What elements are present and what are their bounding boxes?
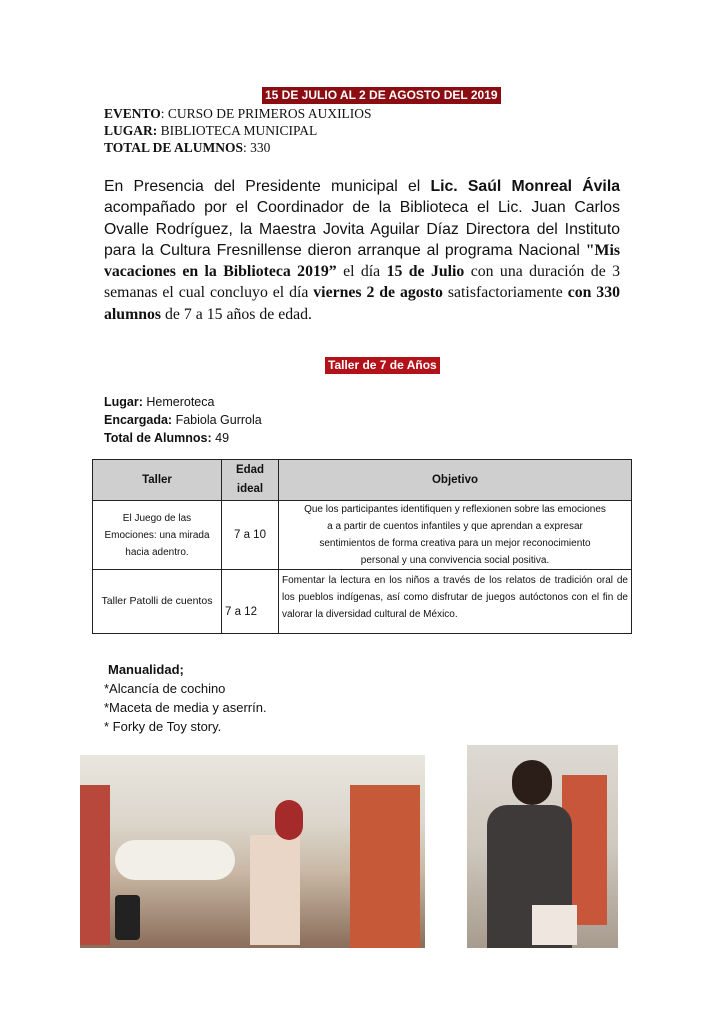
evento-line — [104, 105, 372, 122]
text: acompañado por el Coordinador de la Biblioteca el Lic. Juan Carlos Ovalle Rodríguez, la Maestra Jovita Aguilar Díaz Directora del Instituto para la Cultura Fresnillense dieron arranque al programa Nacional — [104, 199, 620, 259]
list-item: *Maceta de media y aserrín. — [104, 700, 267, 715]
manualidad-title: Manualidad; — [108, 662, 184, 677]
lugar-value: BIBLIOTECA MUNICIPAL — [157, 123, 318, 138]
text: con una duración de 3 semanas el cual concluyo el día — [104, 263, 620, 302]
cell-objetivo: Que los participantes identifiquen y reflexionen sobre las emociones a a partir de cuentos infantiles y que aprendan a expresar sentimientos de forma creativa para un mejor reconocimiento personal y una convivencia social positiva. — [279, 501, 632, 570]
header-taller: Taller — [93, 460, 222, 501]
list-item: * Forky de Toy story. — [104, 719, 222, 734]
total-label: TOTAL DE ALUMNOS — [104, 140, 244, 155]
evento-value: : CURSO DE PRIMEROS AUXILIOS — [160, 106, 372, 121]
manualidad-section — [104, 660, 267, 736]
list-item: *Alcancía de cochino — [104, 681, 226, 696]
table-row — [93, 570, 632, 634]
talleres-table — [92, 459, 632, 634]
header-edad: Edad ideal — [222, 460, 279, 501]
evento-label: EVENTO — [104, 106, 161, 121]
taller-encargada — [104, 411, 262, 429]
text-bold: viernes 2 de agosto — [313, 284, 443, 302]
total-value: : 330 — [243, 140, 271, 155]
event-photo-group — [80, 755, 425, 948]
event-photo-portrait — [467, 745, 618, 948]
label: Encargada: — [104, 413, 173, 427]
cell-objetivo: Fomentar la lectura en los niños a través de los relatos de tradición oral de los pueblos indígenas, así como disfrutar de juegos autóctonos con el fin de valorar la diversidad cultural de México. — [279, 570, 632, 634]
lugar-label: LUGAR: — [104, 123, 158, 138]
label: Total de Alumnos: — [104, 431, 212, 445]
value: Fabiola Gurrola — [172, 413, 262, 427]
text: satisfactoriamente — [442, 284, 568, 302]
table-row — [93, 501, 632, 570]
cell-edad: 7 a 12 — [222, 570, 279, 634]
taller-title-banner: Taller de 7 de Años — [325, 357, 440, 374]
text: En Presencia del Presidente municipal el — [104, 178, 431, 195]
text: el día — [336, 263, 387, 281]
text-bold: con 330 alumnos — [104, 284, 621, 323]
cell-taller: Taller Patolli de cuentos — [93, 570, 222, 634]
table-header-row — [93, 460, 632, 501]
taller-total — [104, 429, 229, 447]
text-bold: Lic. Saúl Monreal Ávila — [430, 178, 620, 195]
date-range-banner: 15 DE JULIO AL 2 DE AGOSTO DEL 2019 — [262, 87, 501, 104]
cell-edad: 7 a 10 — [222, 501, 279, 570]
intro-paragraph — [104, 176, 620, 325]
text: de 7 a 15 años de edad. — [161, 305, 312, 323]
text-bold: "Mis vacaciones en la Biblioteca 2019” — [104, 241, 620, 281]
text-bold: 15 de Julio — [386, 263, 465, 281]
value: Hemeroteca — [142, 395, 215, 409]
cell-taller: El Juego de las Emociones: una mirada hacia adentro. — [93, 501, 222, 570]
label: Lugar: — [104, 395, 143, 409]
header-objetivo: Objetivo — [279, 460, 632, 501]
taller-lugar — [104, 393, 214, 411]
lugar-line — [104, 122, 317, 139]
total-line — [104, 139, 270, 156]
value: 49 — [211, 431, 230, 445]
